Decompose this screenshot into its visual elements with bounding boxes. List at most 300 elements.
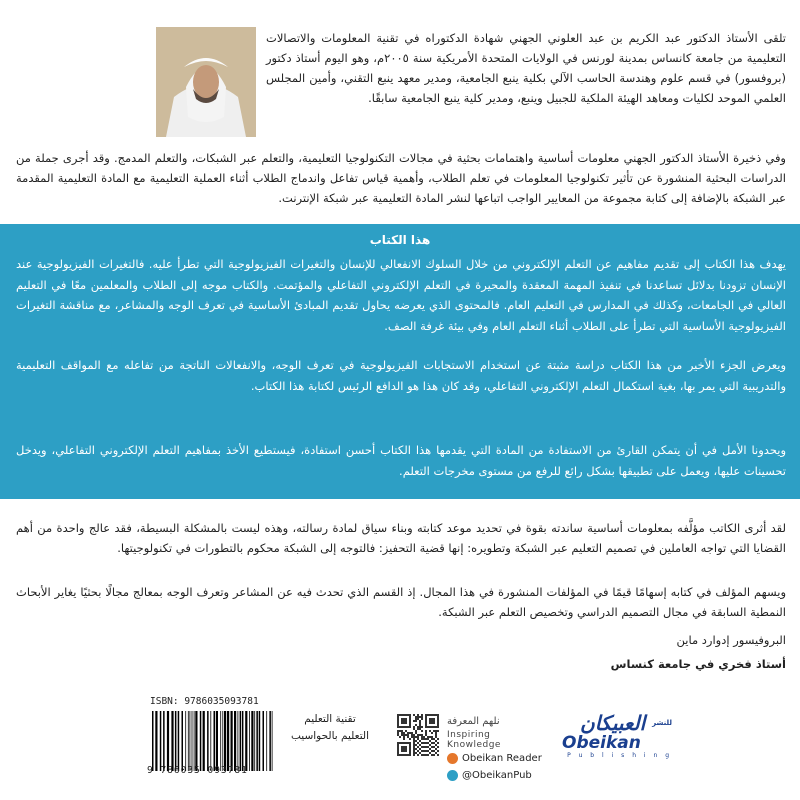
qr-module xyxy=(413,714,415,716)
qr-module xyxy=(413,736,415,738)
qr-module xyxy=(421,742,423,744)
qr-module xyxy=(413,726,415,728)
about-book-title: هذا الكتاب xyxy=(369,233,431,247)
qr-module xyxy=(437,738,439,740)
qr-module xyxy=(405,734,407,736)
qr-module xyxy=(427,750,429,752)
qr-module xyxy=(403,726,405,728)
barcode-bar xyxy=(224,711,226,771)
social-handle-link[interactable] xyxy=(447,767,547,784)
qr-module xyxy=(397,750,399,752)
qr-module xyxy=(415,748,417,750)
qr-module xyxy=(431,742,433,744)
qr-module xyxy=(433,726,435,728)
qr-module xyxy=(437,724,439,726)
qr-module xyxy=(399,736,401,738)
qr-module xyxy=(417,754,419,756)
barcode-digits: 9 786035 093781 xyxy=(147,765,248,776)
qr-module xyxy=(401,742,403,744)
qr-module xyxy=(427,754,429,756)
barcode-bar xyxy=(192,711,193,771)
qr-module xyxy=(407,732,409,734)
qr-module xyxy=(399,730,401,732)
qr-module xyxy=(425,720,427,722)
qr-module xyxy=(397,748,399,750)
qr-module xyxy=(419,728,421,730)
qr-module xyxy=(433,746,435,748)
qr-module xyxy=(415,724,417,726)
qr-module xyxy=(397,742,399,744)
qr-module xyxy=(397,752,399,754)
publisher-logo xyxy=(562,712,672,762)
qr-module xyxy=(405,720,407,722)
qr-module xyxy=(403,742,405,744)
barcode-bar xyxy=(203,711,205,771)
qr-module xyxy=(419,726,421,728)
qr-module xyxy=(429,718,431,720)
qr-module xyxy=(411,732,413,734)
qr-module xyxy=(403,718,405,720)
barcode-bar xyxy=(167,711,169,771)
qr-module xyxy=(405,730,407,732)
qr-module xyxy=(417,738,419,740)
qr-module xyxy=(417,726,419,728)
qr-module xyxy=(417,734,419,736)
qr-module xyxy=(407,734,409,736)
qr-module xyxy=(421,754,423,756)
publisher-name-english: Obeikan xyxy=(562,733,641,753)
qr-module xyxy=(417,714,419,716)
qr-module xyxy=(401,754,403,756)
qr-module xyxy=(419,734,421,736)
barcode-bar xyxy=(245,711,247,771)
qr-module xyxy=(397,722,399,724)
qr-module xyxy=(421,736,423,738)
qr-module xyxy=(433,730,435,732)
qr-module xyxy=(429,736,431,738)
barcode-bar xyxy=(195,711,197,771)
qr-module xyxy=(415,716,417,718)
qr-module xyxy=(425,754,427,756)
qr-module xyxy=(433,750,435,752)
barcode-bar xyxy=(155,711,157,771)
qr-module xyxy=(427,736,429,738)
qr-module xyxy=(429,726,431,728)
qr-module xyxy=(433,742,435,744)
qr-module xyxy=(403,734,405,736)
barcode-bar xyxy=(160,711,162,771)
qr-module xyxy=(437,730,439,732)
qr-module xyxy=(397,718,399,720)
qr-module xyxy=(401,730,403,732)
qr-module xyxy=(429,740,431,742)
qr-module xyxy=(431,738,433,740)
barcode-bar xyxy=(249,711,250,771)
qr-module xyxy=(403,722,405,724)
qr-module xyxy=(435,732,437,734)
qr-module xyxy=(403,748,405,750)
reader-icon xyxy=(447,753,458,764)
qr-module xyxy=(421,738,423,740)
qr-module xyxy=(405,722,407,724)
qr-module xyxy=(409,720,411,722)
qr-module xyxy=(429,714,431,716)
qr-module xyxy=(413,754,415,756)
book-category xyxy=(290,711,370,745)
qr-module xyxy=(409,754,411,756)
qr-module xyxy=(435,748,437,750)
author-expertise: وفي ذخيرة الأستاذ الدكتور الجهني معلومات أساسية واهتمامات بحثية في مجالات التكنولوجيا التعليمية، والتعلم عبر الشبكات، والتعلم المدمج. وقد أجرى جملة من الدراسات البحثية المنشورة عن تأثير تكنولوجيا المعلومات في تعلم الطلاب، وأهمية قياس تفاعل واندماج الطلاب أثناء العملية التعليمية مع المادة التعليمية المقدمة عبر الشبكة بالإضافة إلى كتابة مجموعة من المعايير الواجب اتباعها لنشر المادة التعليمية عبر شبكة الإنترنت. xyxy=(16,151,786,205)
qr-module xyxy=(435,752,437,754)
barcode-bar xyxy=(231,711,233,771)
barcode-bar xyxy=(259,711,261,771)
qr-module xyxy=(431,754,433,756)
qr-module xyxy=(413,740,415,742)
reader-link[interactable] xyxy=(447,750,547,767)
qr-module xyxy=(419,752,421,754)
qr-module xyxy=(421,730,423,732)
qr-module xyxy=(431,722,433,724)
about-paragraph-1: يهدف هذا الكتاب إلى تقديم مفاهيم عن التعلم الإلكتروني من خلال السلوك الانفعالي للإنسان والتغيرات الفيزيولوجية التي تطرأ عليه. فالتغيرات الفيزيولوجية عند الإنسان تزودنا بدلائل تساعدنا في تنفيذ المهمة المعقدة والمحيرة في التعلم الإلكتروني التفاعلي والمؤتمت. والكتاب موجه إلى الطلاب والمعلمين معًا في التعليم العالي في الجامعات، وكذلك في المدارس في التعليم العام. فالمحتوى الذي يعرضه يحاول تقديم المبادئ الأساسية في تعرف الوجه والمشاعر، مع مناقشة التغيرات الفيزيولوجية الأساسية التي تطرأ على الطلاب أثناء التعلم العام وفي بيئة غرفة الصف. xyxy=(16,257,786,333)
qr-module xyxy=(409,750,411,752)
endorsement-signature xyxy=(486,628,786,676)
qr-module xyxy=(433,720,435,722)
barcode-bar xyxy=(190,711,191,771)
qr-module xyxy=(433,714,435,716)
barcode-bar xyxy=(163,711,165,771)
qr-module xyxy=(431,732,433,734)
qr-module xyxy=(401,722,403,724)
qr-module xyxy=(419,724,421,726)
qr-module xyxy=(425,732,427,734)
qr-module xyxy=(433,754,435,756)
qr-module xyxy=(433,718,435,720)
endorser-name: البروفيسور إدوارد ماين xyxy=(676,633,786,647)
qr-module xyxy=(437,718,439,720)
barcode-bar xyxy=(194,711,195,771)
qr-module xyxy=(409,738,411,740)
qr-code-image xyxy=(397,714,439,756)
qr-module xyxy=(409,726,411,728)
qr-module xyxy=(413,752,415,754)
qr-module xyxy=(403,732,405,734)
qr-module xyxy=(437,742,439,744)
qr-module xyxy=(415,720,417,722)
slogan-arabic: نلهم المعرفة xyxy=(447,716,500,727)
qr-module xyxy=(401,718,403,720)
qr-module xyxy=(415,740,417,742)
qr-module xyxy=(423,736,425,738)
qr-module xyxy=(415,752,417,754)
qr-module xyxy=(405,748,407,750)
qr-module xyxy=(413,742,415,744)
endorser-title: أستاذ فخري في جامعة كنساس xyxy=(610,657,786,671)
qr-module xyxy=(403,738,405,740)
qr-module xyxy=(431,726,433,728)
qr-module xyxy=(427,746,429,748)
barcode-bar xyxy=(210,711,211,771)
qr-module xyxy=(413,744,415,746)
qr-module xyxy=(413,746,415,748)
author-portrait-image xyxy=(156,27,256,137)
qr-module xyxy=(413,748,415,750)
qr-module xyxy=(435,726,437,728)
qr-module xyxy=(435,740,437,742)
qr-module xyxy=(397,734,399,736)
barcode-bar xyxy=(216,711,218,771)
qr-module xyxy=(425,730,427,732)
barcode-bar xyxy=(188,711,189,771)
qr-module xyxy=(421,714,423,716)
qr-module xyxy=(419,748,421,750)
qr-module xyxy=(413,750,415,752)
barcode-bar xyxy=(238,711,239,771)
qr-module xyxy=(417,750,419,752)
qr-module xyxy=(405,754,407,756)
qr-module xyxy=(437,726,439,728)
publisher-small-label: للنشر xyxy=(652,719,672,727)
qr-module xyxy=(427,726,429,728)
qr-module xyxy=(401,734,403,736)
qr-module xyxy=(397,730,399,732)
qr-module xyxy=(397,714,399,716)
barcode-bar xyxy=(220,711,221,771)
barcode-bar xyxy=(263,711,265,771)
about-book-section xyxy=(0,224,800,499)
qr-module xyxy=(431,746,433,748)
qr-module xyxy=(413,734,415,736)
qr-module xyxy=(425,738,427,740)
qr-module xyxy=(423,750,425,752)
qr-module xyxy=(427,742,429,744)
qr-module xyxy=(431,714,433,716)
qr-module xyxy=(397,744,399,746)
barcode-bar xyxy=(185,711,186,771)
qr-module xyxy=(399,714,401,716)
barcode-bar xyxy=(182,711,184,771)
qr-module xyxy=(421,750,423,752)
qr-module xyxy=(431,720,433,722)
qr-module xyxy=(415,744,417,746)
qr-module xyxy=(421,746,423,748)
qr-module xyxy=(407,736,409,738)
qr-module xyxy=(415,718,417,720)
qr-module xyxy=(419,740,421,742)
qr-module xyxy=(421,716,423,718)
qr-module xyxy=(415,730,417,732)
qr-module xyxy=(407,714,409,716)
qr-module xyxy=(403,736,405,738)
publisher-arabic-text: العبيكان xyxy=(580,711,646,735)
qr-module xyxy=(399,726,401,728)
qr-module xyxy=(397,716,399,718)
qr-module xyxy=(417,728,419,730)
qr-module xyxy=(409,724,411,726)
qr-module xyxy=(425,724,427,726)
qr-module xyxy=(429,748,431,750)
qr-module xyxy=(425,718,427,720)
slogan-english: Inspiring Knowledge xyxy=(447,730,501,750)
qr-module xyxy=(425,750,427,752)
qr-module xyxy=(397,720,399,722)
qr-module xyxy=(409,746,411,748)
reader-label: Obeikan Reader xyxy=(462,753,542,764)
qr-module xyxy=(425,734,427,736)
qr-module xyxy=(423,746,425,748)
qr-module xyxy=(435,730,437,732)
qr-module xyxy=(425,746,427,748)
barcode-bar xyxy=(152,711,154,771)
qr-module xyxy=(415,732,417,734)
qr-module xyxy=(435,734,437,736)
about-paragraph-3: ويحدونا الأمل في أن يتمكن القارئ من الاستفادة من المادة التي يقدمها هذا الكتاب أحسن استفادة، فيستطيع الأخذ بمفاهيم التعلم الإلكتروني التفاعلي، ويدخل تحسينات عليها، ويعمل على تطبيقها بشكل رائع للرفع من مستوى مخرجات التعلم. xyxy=(16,443,786,478)
qr-module xyxy=(403,754,405,756)
qr-module xyxy=(421,718,423,720)
qr-module xyxy=(435,714,437,716)
qr-module xyxy=(423,742,425,744)
qr-module xyxy=(403,720,405,722)
barcode-bar xyxy=(240,711,242,771)
qr-module xyxy=(437,722,439,724)
qr-module xyxy=(401,748,403,750)
social-handle: @ObeikanPub xyxy=(462,770,532,781)
qr-module xyxy=(433,738,435,740)
qr-module xyxy=(411,736,413,738)
qr-module xyxy=(425,716,427,718)
barcode-bar xyxy=(234,711,236,771)
qr-module xyxy=(409,722,411,724)
qr-module xyxy=(429,730,431,732)
barcode-bar xyxy=(242,711,244,771)
publisher-name-arabic xyxy=(562,712,672,734)
barcode-bar xyxy=(178,711,180,771)
qr-module xyxy=(437,754,439,756)
barcode-bar xyxy=(222,711,223,771)
barcode-bar xyxy=(269,711,271,771)
qr-module xyxy=(409,716,411,718)
qr-module xyxy=(419,716,421,718)
barcode-bar xyxy=(266,711,267,771)
qr-module xyxy=(409,714,411,716)
qr-module xyxy=(417,716,419,718)
qr-module xyxy=(431,750,433,752)
qr-module xyxy=(405,742,407,744)
qr-module xyxy=(419,722,421,724)
qr-module xyxy=(425,722,427,724)
qr-module xyxy=(405,726,407,728)
qr-module xyxy=(399,742,401,744)
qr-module xyxy=(429,752,431,754)
barcode-bar xyxy=(227,711,229,771)
qr-module xyxy=(437,750,439,752)
barcode-bar xyxy=(254,711,255,771)
qr-module xyxy=(405,750,407,752)
qr-module xyxy=(415,736,417,738)
qr-module xyxy=(401,746,403,748)
qr-module xyxy=(409,752,411,754)
qr-module xyxy=(413,728,415,730)
barcode-bar xyxy=(272,711,273,771)
publisher-subtitle: P u b l i s h i n g xyxy=(567,752,672,759)
barcode-image xyxy=(150,711,275,771)
qr-module xyxy=(397,746,399,748)
qr-module xyxy=(403,750,405,752)
qr-module xyxy=(409,732,411,734)
qr-module xyxy=(437,720,439,722)
qr-module xyxy=(421,726,423,728)
barcode-bar xyxy=(200,711,202,771)
qr-module xyxy=(397,754,399,756)
social-icon xyxy=(447,770,458,781)
qr-module xyxy=(399,754,401,756)
qr-module xyxy=(437,714,439,716)
qr-module xyxy=(429,744,431,746)
author-photo xyxy=(156,27,256,137)
publisher-social-links xyxy=(447,713,547,784)
barcode-bar xyxy=(214,711,216,771)
qr-module xyxy=(417,742,419,744)
qr-module xyxy=(413,720,415,722)
qr-module xyxy=(437,746,439,748)
about-paragraph-2: ويعرض الجزء الأخير من هذا الكتاب دراسة مثبتة عن استخدام الاستجابات الفيزيولوجية في تعرف الوجه، والانفعالات الناتجة من تفاعله مع المواقف التعليمية والتدريبية التي يمر بها، بغية استكمال التعلم الإلكتروني التفاعلي، وقد كان هذا هو الدافع الرئيس لكتابة هذا الكتاب. xyxy=(16,358,786,393)
qr-module xyxy=(431,718,433,720)
qr-module xyxy=(431,736,433,738)
barcode-bar xyxy=(175,711,177,771)
category-secondary: التعليم بالحواسيب xyxy=(290,730,370,742)
qr-module xyxy=(409,744,411,746)
qr-module xyxy=(423,754,425,756)
qr-module xyxy=(405,746,407,748)
isbn-label: ISBN: 9786035093781 xyxy=(147,694,280,710)
qr-module xyxy=(409,742,411,744)
qr-module xyxy=(411,734,413,736)
author-bio: تلقى الأستاذ الدكتور عبد الكريم بن عبد العلوني الجهني شهادة الدكتوراه في تقنية المعلومات والاتصالات التعليمية من جامعة كانساس بمدينة لورنس في الولايات المتحدة الأمريكية سنة ٢٠٠٥م، وهو اليوم أستاذ دكتور (بروفسور) في قسم علوم وهندسة الحاسب الآلي بكلية ينبع الجامعية، ومدير معهد ينبع التقني، وأمين المجلس العلمي الموحد لكليات ومعاهد الهيئة الملكية للجبيل وينبع، ومدير كلية ينبع الجامعية سابقًا. xyxy=(266,31,786,105)
qr-module xyxy=(401,750,403,752)
qr-module xyxy=(401,732,403,734)
qr-module xyxy=(403,714,405,716)
qr-module xyxy=(435,736,437,738)
qr-module xyxy=(433,722,435,724)
barcode-bar xyxy=(256,711,258,771)
qr-module xyxy=(423,738,425,740)
qr-module xyxy=(405,714,407,716)
qr-module xyxy=(401,726,403,728)
qr-module xyxy=(407,726,409,728)
qr-module xyxy=(425,726,427,728)
qr-module xyxy=(397,732,399,734)
barcode-bar xyxy=(251,711,253,771)
qr-module xyxy=(401,714,403,716)
qr-module xyxy=(417,718,419,720)
qr-module xyxy=(409,718,411,720)
qr-module xyxy=(429,720,431,722)
qr-module xyxy=(421,734,423,736)
qr-module xyxy=(427,714,429,716)
qr-module xyxy=(409,748,411,750)
qr-module xyxy=(425,742,427,744)
qr-module xyxy=(407,742,409,744)
qr-module xyxy=(437,716,439,718)
praise-paragraph-1: لقد أثرى الكاتب مؤلَّفه بمعلومات أساسية ساندته بقوة في تحديد موعد كتابته وبناء سياق لمادة رسالته، وهذه ليست بالمشكلة البسيطة، فقد عالج واحدة من أهم القضايا التي تواجه العاملين في تصميم التعليم عبر الشبكة وتطويره: إنها قضية التحفيز: فالتوجه إلى الشبكة محكوم بالتطورات في تكنولوجيتها. xyxy=(16,521,786,555)
qr-module xyxy=(417,746,419,748)
qr-module xyxy=(397,724,399,726)
qr-module xyxy=(397,726,399,728)
category-primary: تقنية التعليم xyxy=(304,713,356,725)
qr-module xyxy=(413,738,415,740)
qr-module xyxy=(429,722,431,724)
qr-module xyxy=(427,738,429,740)
barcode-bar xyxy=(171,711,173,771)
